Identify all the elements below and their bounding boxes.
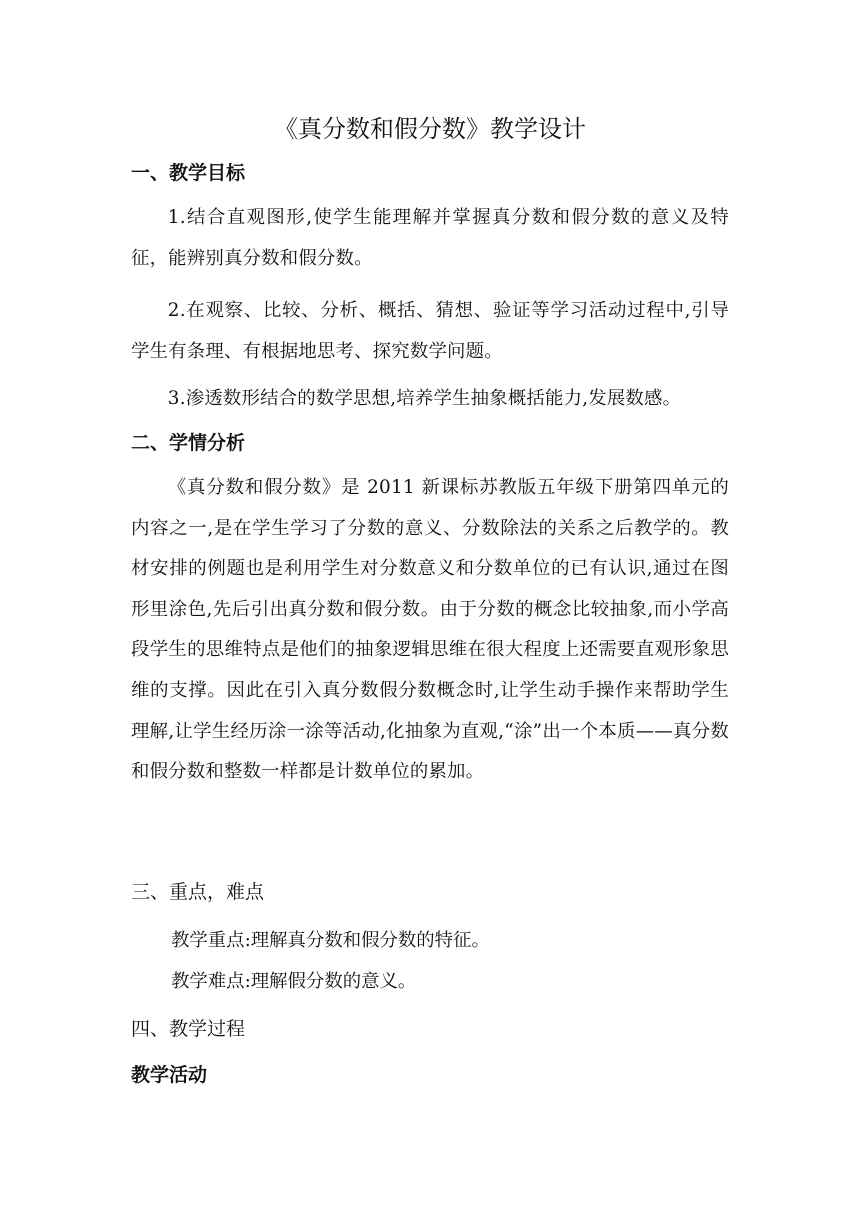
section-heading-key-points: 三、重点，难点 — [131, 881, 265, 903]
section-heading-process: 四、教学过程 — [131, 1018, 246, 1040]
objective-item-3: 3.渗透数形结合的数学思想,培养学生抽象概括能力,发展数感。 — [167, 388, 682, 409]
analysis-paragraph: 《真分数和假分数》是 2011 新课标苏教版五年级下册第四单元的内容之一,是在学生学习了分数的意义、分数除法的关系之后教学的。教材安排的例题也是利用学生对分数意义和分数单位的已有认识,通过在图形里涂色,先后引出真分数和假分数。由于分数的概念比较抽象,而小学高段学生的思维特点是他们的抽象逻辑思维在很大程度上还需要直观形象思维的支撑。因此在引入真分数假分数概念时,让学生动手操作来帮助学生理解,让学生经历涂一涂等活动,化抽象为直观,“涂”出一个本质——真分数和假分数和整数一样都是计数单位的累加。 — [131, 477, 729, 783]
objective-item-2: 2.在观察、比较、分析、概括、猜想、验证等学习活动过程中,引导学生有条理、有根据地思考、探究数学问题。 — [131, 300, 729, 362]
teaching-difficulty: 教学难点:理解假分数的意义。 — [171, 971, 417, 992]
section-subheading-activities: 教学活动 — [131, 1064, 208, 1086]
section-heading-analysis: 二、学情分析 — [131, 432, 246, 454]
teaching-focus: 教学重点:理解真分数和假分数的特征。 — [171, 930, 490, 951]
objective-item-1: 1.结合直观图形,使学生能理解并掌握真分数和假分数的意义及特征，能辨别真分数和假分数。 — [131, 207, 729, 269]
document-title: 《真分数和假分数》教学设计 — [274, 115, 586, 143]
section-heading-objectives: 一、教学目标 — [131, 162, 246, 184]
